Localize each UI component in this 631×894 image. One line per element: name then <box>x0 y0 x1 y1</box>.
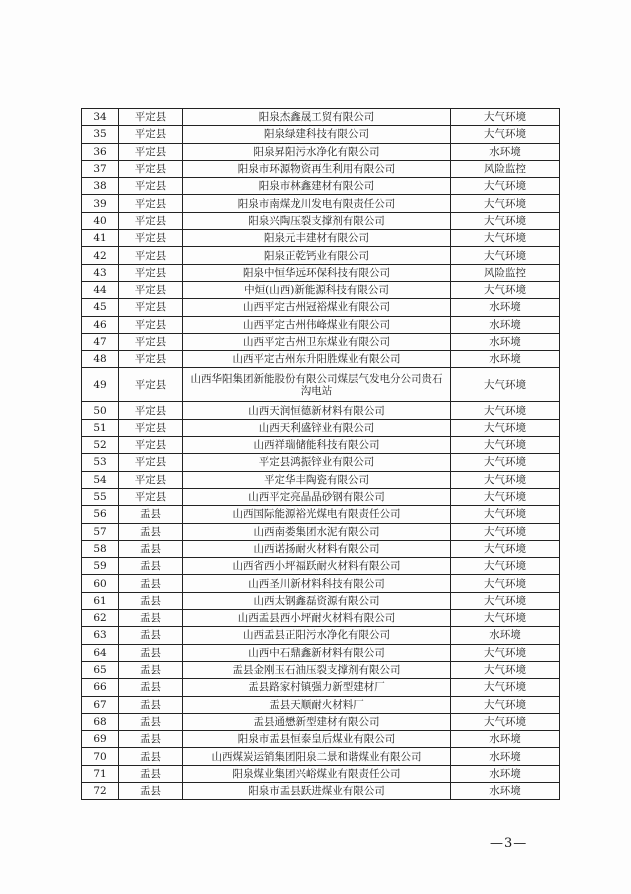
row-county: 盂县 <box>119 748 183 765</box>
row-enterprise-name: 山西南娄集团水泥有限公司 <box>183 523 451 540</box>
row-number: 68 <box>82 713 119 730</box>
row-enterprise-name: 山西国际能源裕光煤电有限责任公司 <box>183 506 451 523</box>
table-row <box>82 195 560 212</box>
row-monitor-type: 水环境 <box>451 765 560 782</box>
table-row <box>82 731 560 748</box>
page-number: —3— <box>490 836 528 851</box>
row-number: 71 <box>82 765 119 782</box>
row-enterprise-name: 阳泉市林鑫建材有限公司 <box>183 178 451 195</box>
row-county: 盂县 <box>119 558 183 575</box>
row-monitor-type: 大气环境 <box>451 109 560 126</box>
row-county: 盂县 <box>119 731 183 748</box>
row-number: 54 <box>82 471 119 488</box>
table-row <box>82 126 560 143</box>
row-number: 40 <box>82 212 119 229</box>
row-number: 62 <box>82 610 119 627</box>
row-county: 盂县 <box>119 782 183 799</box>
table-row <box>82 506 560 523</box>
row-county: 平定县 <box>119 488 183 505</box>
row-monitor-type: 水环境 <box>451 316 560 333</box>
row-enterprise-name: 山西平定古州东升阳胜煤业有限公司 <box>183 351 451 368</box>
row-enterprise-name: 山西中石鼎鑫新材料有限公司 <box>183 644 451 661</box>
row-monitor-type: 大气环境 <box>451 506 560 523</box>
row-number: 42 <box>82 247 119 264</box>
row-monitor-type: 大气环境 <box>451 523 560 540</box>
row-number: 38 <box>82 178 119 195</box>
table-row <box>82 454 560 471</box>
row-enterprise-name: 阳泉煤业集团兴峪煤业有限责任公司 <box>183 765 451 782</box>
row-number: 61 <box>82 592 119 609</box>
row-monitor-type: 大气环境 <box>451 540 560 557</box>
row-county: 平定县 <box>119 368 183 402</box>
table-row <box>82 247 560 264</box>
row-number: 46 <box>82 316 119 333</box>
row-monitor-type: 大气环境 <box>451 126 560 143</box>
row-county: 平定县 <box>119 299 183 316</box>
row-monitor-type: 大气环境 <box>451 644 560 661</box>
row-monitor-type: 大气环境 <box>451 212 560 229</box>
row-monitor-type: 大气环境 <box>451 471 560 488</box>
row-county: 盂县 <box>119 610 183 627</box>
row-number: 56 <box>82 506 119 523</box>
row-county: 盂县 <box>119 575 183 592</box>
row-number: 66 <box>82 679 119 696</box>
row-enterprise-name: 山西平定古州冠裕煤业有限公司 <box>183 299 451 316</box>
row-monitor-type: 大气环境 <box>451 230 560 247</box>
row-county: 盂县 <box>119 627 183 644</box>
row-number: 36 <box>82 143 119 160</box>
row-enterprise-name: 阳泉元丰建材有限公司 <box>183 230 451 247</box>
table-row <box>82 402 560 419</box>
row-enterprise-name: 阳泉中恒华远环保科技有限公司 <box>183 264 451 281</box>
row-county: 平定县 <box>119 333 183 350</box>
table-row <box>82 661 560 678</box>
row-monitor-type: 水环境 <box>451 143 560 160</box>
row-county: 平定县 <box>119 109 183 126</box>
table-row <box>82 109 560 126</box>
table-row <box>82 299 560 316</box>
row-number: 52 <box>82 437 119 454</box>
row-enterprise-name: 山西省西小坪福跃耐火材料有限公司 <box>183 558 451 575</box>
row-number: 65 <box>82 661 119 678</box>
row-monitor-type: 大气环境 <box>451 713 560 730</box>
table-row <box>82 264 560 281</box>
row-monitor-type: 风险监控 <box>451 160 560 177</box>
row-enterprise-name: 阳泉市盂县恒泰皇后煤业有限公司 <box>183 731 451 748</box>
table-row <box>82 230 560 247</box>
row-county: 平定县 <box>119 247 183 264</box>
row-county: 盂县 <box>119 644 183 661</box>
table-row <box>82 782 560 799</box>
row-number: 39 <box>82 195 119 212</box>
row-enterprise-name: 盂县通懋新型建材有限公司 <box>183 713 451 730</box>
row-number: 48 <box>82 351 119 368</box>
table-row <box>82 368 560 402</box>
row-monitor-type: 大气环境 <box>451 696 560 713</box>
row-enterprise-name: 盂县路家村镇强力新型建材厂 <box>183 679 451 696</box>
row-county: 平定县 <box>119 143 183 160</box>
row-number: 37 <box>82 160 119 177</box>
row-number: 51 <box>82 419 119 436</box>
row-enterprise-name: 山西平定亮晶晶砂钢有限公司 <box>183 488 451 505</box>
row-enterprise-name: 山西诺扬耐火材料有限公司 <box>183 540 451 557</box>
row-monitor-type: 水环境 <box>451 782 560 799</box>
row-monitor-type: 大气环境 <box>451 178 560 195</box>
row-enterprise-name: 山西盂县西小坪耐火材料有限公司 <box>183 610 451 627</box>
row-enterprise-name: 山西天利盛锌业有限公司 <box>183 419 451 436</box>
row-enterprise-name: 山西平定古州卫东煤业有限公司 <box>183 333 451 350</box>
table-row <box>82 713 560 730</box>
table-row <box>82 160 560 177</box>
row-county: 盂县 <box>119 765 183 782</box>
row-number: 41 <box>82 230 119 247</box>
table-row <box>82 575 560 592</box>
table-row <box>82 644 560 661</box>
table-row <box>82 610 560 627</box>
row-monitor-type: 大气环境 <box>451 368 560 402</box>
row-county: 平定县 <box>119 195 183 212</box>
table-row <box>82 143 560 160</box>
row-monitor-type: 大气环境 <box>451 437 560 454</box>
table-row <box>82 488 560 505</box>
row-enterprise-name: 山西圣川新材料科技有限公司 <box>183 575 451 592</box>
row-number: 69 <box>82 731 119 748</box>
row-number: 59 <box>82 558 119 575</box>
row-enterprise-name: 中烜(山西)新能源科技有限公司 <box>183 281 451 298</box>
row-monitor-type: 大气环境 <box>451 661 560 678</box>
row-monitor-type: 大气环境 <box>451 488 560 505</box>
table-row <box>82 523 560 540</box>
row-monitor-type: 大气环境 <box>451 575 560 592</box>
row-number: 63 <box>82 627 119 644</box>
row-monitor-type: 大气环境 <box>451 281 560 298</box>
row-enterprise-name: 阳泉市环源物资再生利用有限公司 <box>183 160 451 177</box>
table-row <box>82 627 560 644</box>
row-number: 55 <box>82 488 119 505</box>
row-county: 平定县 <box>119 454 183 471</box>
row-enterprise-name: 阳泉兴陶压裂支撑剂有限公司 <box>183 212 451 229</box>
table-row <box>82 212 560 229</box>
row-enterprise-name: 山西祥瑞储能科技有限公司 <box>183 437 451 454</box>
row-monitor-type: 风险监控 <box>451 264 560 281</box>
table-row <box>82 696 560 713</box>
row-county: 盂县 <box>119 713 183 730</box>
row-monitor-type: 大气环境 <box>451 454 560 471</box>
row-county: 平定县 <box>119 178 183 195</box>
enterprise-table <box>81 108 560 800</box>
table-body <box>82 109 560 800</box>
row-number: 35 <box>82 126 119 143</box>
row-county: 平定县 <box>119 316 183 333</box>
table-row <box>82 333 560 350</box>
row-enterprise-name: 阳泉市南煤龙川发电有限责任公司 <box>183 195 451 212</box>
table-row <box>82 419 560 436</box>
row-number: 50 <box>82 402 119 419</box>
row-monitor-type: 大气环境 <box>451 558 560 575</box>
row-county: 盂县 <box>119 523 183 540</box>
row-county: 平定县 <box>119 212 183 229</box>
row-county: 平定县 <box>119 160 183 177</box>
table-row <box>82 471 560 488</box>
table-row <box>82 679 560 696</box>
table-row <box>82 178 560 195</box>
row-monitor-type: 水环境 <box>451 351 560 368</box>
table-row <box>82 281 560 298</box>
row-enterprise-name: 阳泉昇阳污水净化有限公司 <box>183 143 451 160</box>
row-county: 平定县 <box>119 230 183 247</box>
row-number: 44 <box>82 281 119 298</box>
row-county: 平定县 <box>119 471 183 488</box>
row-monitor-type: 大气环境 <box>451 247 560 264</box>
row-number: 34 <box>82 109 119 126</box>
row-number: 43 <box>82 264 119 281</box>
row-monitor-type: 大气环境 <box>451 679 560 696</box>
row-monitor-type: 大气环境 <box>451 592 560 609</box>
row-enterprise-name: 阳泉市盂县跃进煤业有限公司 <box>183 782 451 799</box>
table-row <box>82 316 560 333</box>
table-row <box>82 558 560 575</box>
row-enterprise-name: 阳泉绿建科技有限公司 <box>183 126 451 143</box>
row-monitor-type: 大气环境 <box>451 610 560 627</box>
row-number: 57 <box>82 523 119 540</box>
row-county: 盂县 <box>119 592 183 609</box>
row-county: 平定县 <box>119 264 183 281</box>
table-row <box>82 351 560 368</box>
row-county: 平定县 <box>119 351 183 368</box>
table-row <box>82 748 560 765</box>
row-county: 盂县 <box>119 679 183 696</box>
row-county: 盂县 <box>119 540 183 557</box>
table-row <box>82 540 560 557</box>
row-enterprise-name: 山西太钢鑫磊资源有限公司 <box>183 592 451 609</box>
row-county: 平定县 <box>119 281 183 298</box>
row-monitor-type: 水环境 <box>451 299 560 316</box>
row-enterprise-name: 山西煤炭运销集团阳泉二景和谐煤业有限公司 <box>183 748 451 765</box>
row-county: 平定县 <box>119 402 183 419</box>
row-number: 58 <box>82 540 119 557</box>
row-monitor-type: 水环境 <box>451 627 560 644</box>
row-monitor-type: 水环境 <box>451 333 560 350</box>
row-enterprise-name: 山西华阳集团新能股份有限公司煤层气发电分公司贵石沟电站 <box>183 368 451 402</box>
row-number: 53 <box>82 454 119 471</box>
row-number: 60 <box>82 575 119 592</box>
row-number: 49 <box>82 368 119 402</box>
row-enterprise-name: 山西天润恒德新材料有限公司 <box>183 402 451 419</box>
row-county: 盂县 <box>119 696 183 713</box>
row-monitor-type: 大气环境 <box>451 402 560 419</box>
row-number: 45 <box>82 299 119 316</box>
row-enterprise-name: 山西平定古州伟峰煤业有限公司 <box>183 316 451 333</box>
row-county: 平定县 <box>119 437 183 454</box>
row-enterprise-name: 阳泉杰鑫晟工贸有限公司 <box>183 109 451 126</box>
row-county: 盂县 <box>119 506 183 523</box>
row-number: 64 <box>82 644 119 661</box>
row-monitor-type: 水环境 <box>451 731 560 748</box>
row-number: 72 <box>82 782 119 799</box>
row-county: 平定县 <box>119 419 183 436</box>
table-row <box>82 592 560 609</box>
row-enterprise-name: 平定县鸿振锌业有限公司 <box>183 454 451 471</box>
row-county: 平定县 <box>119 126 183 143</box>
row-enterprise-name: 盂县天顺耐火材料厂 <box>183 696 451 713</box>
row-number: 70 <box>82 748 119 765</box>
row-enterprise-name: 平定华丰陶瓷有限公司 <box>183 471 451 488</box>
row-county: 盂县 <box>119 661 183 678</box>
row-enterprise-name: 山西盂县正阳污水净化有限公司 <box>183 627 451 644</box>
table-row <box>82 765 560 782</box>
row-enterprise-name: 盂县金刚玉石油压裂支撑剂有限公司 <box>183 661 451 678</box>
row-monitor-type: 大气环境 <box>451 419 560 436</box>
row-monitor-type: 水环境 <box>451 748 560 765</box>
row-monitor-type: 大气环境 <box>451 195 560 212</box>
row-number: 67 <box>82 696 119 713</box>
row-enterprise-name: 阳泉正乾钙业有限公司 <box>183 247 451 264</box>
row-number: 47 <box>82 333 119 350</box>
table-row <box>82 437 560 454</box>
